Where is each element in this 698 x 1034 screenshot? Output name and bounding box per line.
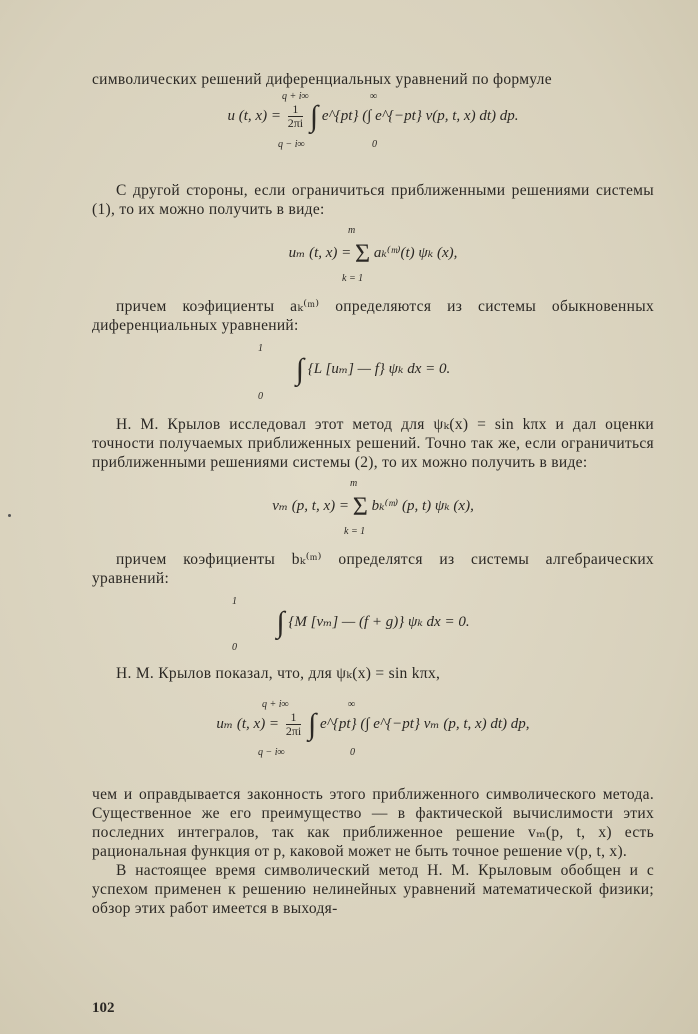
equation-rhs: bₖ⁽ᵐ⁾ (p, t) ψₖ (x), [371,498,474,514]
equation-lhs: u (t, x) = [227,107,281,124]
integral-upper-limit: q + i∞ [282,91,309,102]
paragraph-1: символических решений диференциальных уравнений по формуле [92,71,552,88]
equation-body: e^{pt} (∫ e^{−pt} vₘ (p, t, x) dt) dp, [319,715,530,732]
equation-body: {L [uₘ] — f} ψₖ dx = 0. [307,361,451,377]
integral-lower-limit: 0 [258,391,263,402]
integral-lower-limit: q − i∞ [258,747,285,758]
equation-3: 1 ∫ {L [uₘ] — f} ψₖ dx = 0. 0 [258,343,451,402]
inner-integral-lower-limit: 0 [350,747,355,758]
inner-integral-upper-limit: ∞ [370,91,378,102]
equation-6: q + i∞ ∞ uₘ (t, x) = $\frac{1}{2\pi i}$ ∫ e^{pt} (∫ e^{−pt} vₘ (p, t, x) dt) dp, q − i∞ 0 [216,699,530,758]
page-number: 102 [92,1000,115,1016]
sum-upper-limit: m [348,225,356,236]
paragraph-7: чем и оправдывается законность этого приближенного символического метода. Существенное же его преимущество — в фактической вычислимости этих последних интегралов, так как приближенное решение vₘ(p, t, x) есть рациональная функция от p, каковой может не быть точное решение v(p, t, x). [92,786,654,860]
equation-5: 1 ∫ {M [vₘ] — (f + g)} ψₖ dx = 0. 0 [232,596,470,653]
equation-lhs: uₘ (t, x) = [288,245,352,261]
equation-2: m uₘ (t, x) = Σ aₖ⁽ᵐ⁾(t) ψₖ (x), k = 1 [288,225,458,284]
paragraph-6: Н. М. Крылов показал, что, для ψₖ(x) = sin kπx, [116,665,441,682]
equation-lhs: uₘ (t, x) = [216,715,280,732]
paragraph-2: С другой стороны, если ограничиться приближенными решениями системы (1), то их можно получить в виде: [92,182,654,218]
inner-integral-lower-limit: 0 [372,139,377,150]
paragraph-3: причем коэфициенты aₖ⁽ᵐ⁾ определяются из системы обыкновенных диференциальных уравнений: [92,298,654,334]
equation-body: e^{pt} (∫ e^{−pt} v(p, t, x) dt) dp. [321,107,519,124]
print-speck [8,514,11,517]
sum-lower-limit: k = 1 [344,526,366,537]
fraction: $\frac{1}{2\pi i}$ [287,102,304,130]
sum-lower-limit: k = 1 [342,273,364,284]
integral-lower-limit: 0 [232,642,237,653]
sum-upper-limit: m [350,478,358,489]
paragraph-8: В настоящее время символический метод Н. М. Крыловым обобщен и с успехом применен к решению нелинейных уравнений математической физики; обзор этих работ имеется в выходя- [92,862,654,917]
fraction: $\frac{1}{2\pi i}$ [285,710,302,738]
equation-4: m vₘ (p, t, x) = Σ bₖ⁽ᵐ⁾ (p, t) ψₖ (x), k = 1 [272,478,474,537]
equation-rhs: aₖ⁽ᵐ⁾(t) ψₖ (x), [373,245,458,261]
integral-upper-limit: 1 [258,343,263,354]
equation-1: q + i∞ ∞ u (t, x) = $\frac{1}{2\pi i}$ ∫ e^{pt} (∫ e^{−pt} v(p, t, x) dt) dp. q − i∞ 0 [227,91,519,150]
integral-lower-limit: q − i∞ [278,139,305,150]
equation-lhs: vₘ (p, t, x) = [272,498,349,514]
integral-upper-limit: 1 [232,596,237,607]
inner-integral-upper-limit: ∞ [348,699,356,710]
page-content [92,62,654,918]
equation-body: {M [vₘ] — (f + g)} ψₖ dx = 0. [288,614,470,630]
paragraph-5: причем коэфициенты bₖ⁽ᵐ⁾ определятся из системы алгебраических уравнений: [92,551,654,587]
paragraph-4: Н. М. Крылов исследовал этот метод для ψₖ(x) = sin kπx и дал оценки точности получаемых приближенных решений. Точно так же, если ограничиться приближенными решениями системы (2), то их можно получить в виде: [92,416,654,471]
integral-upper-limit: q + i∞ [262,699,289,710]
